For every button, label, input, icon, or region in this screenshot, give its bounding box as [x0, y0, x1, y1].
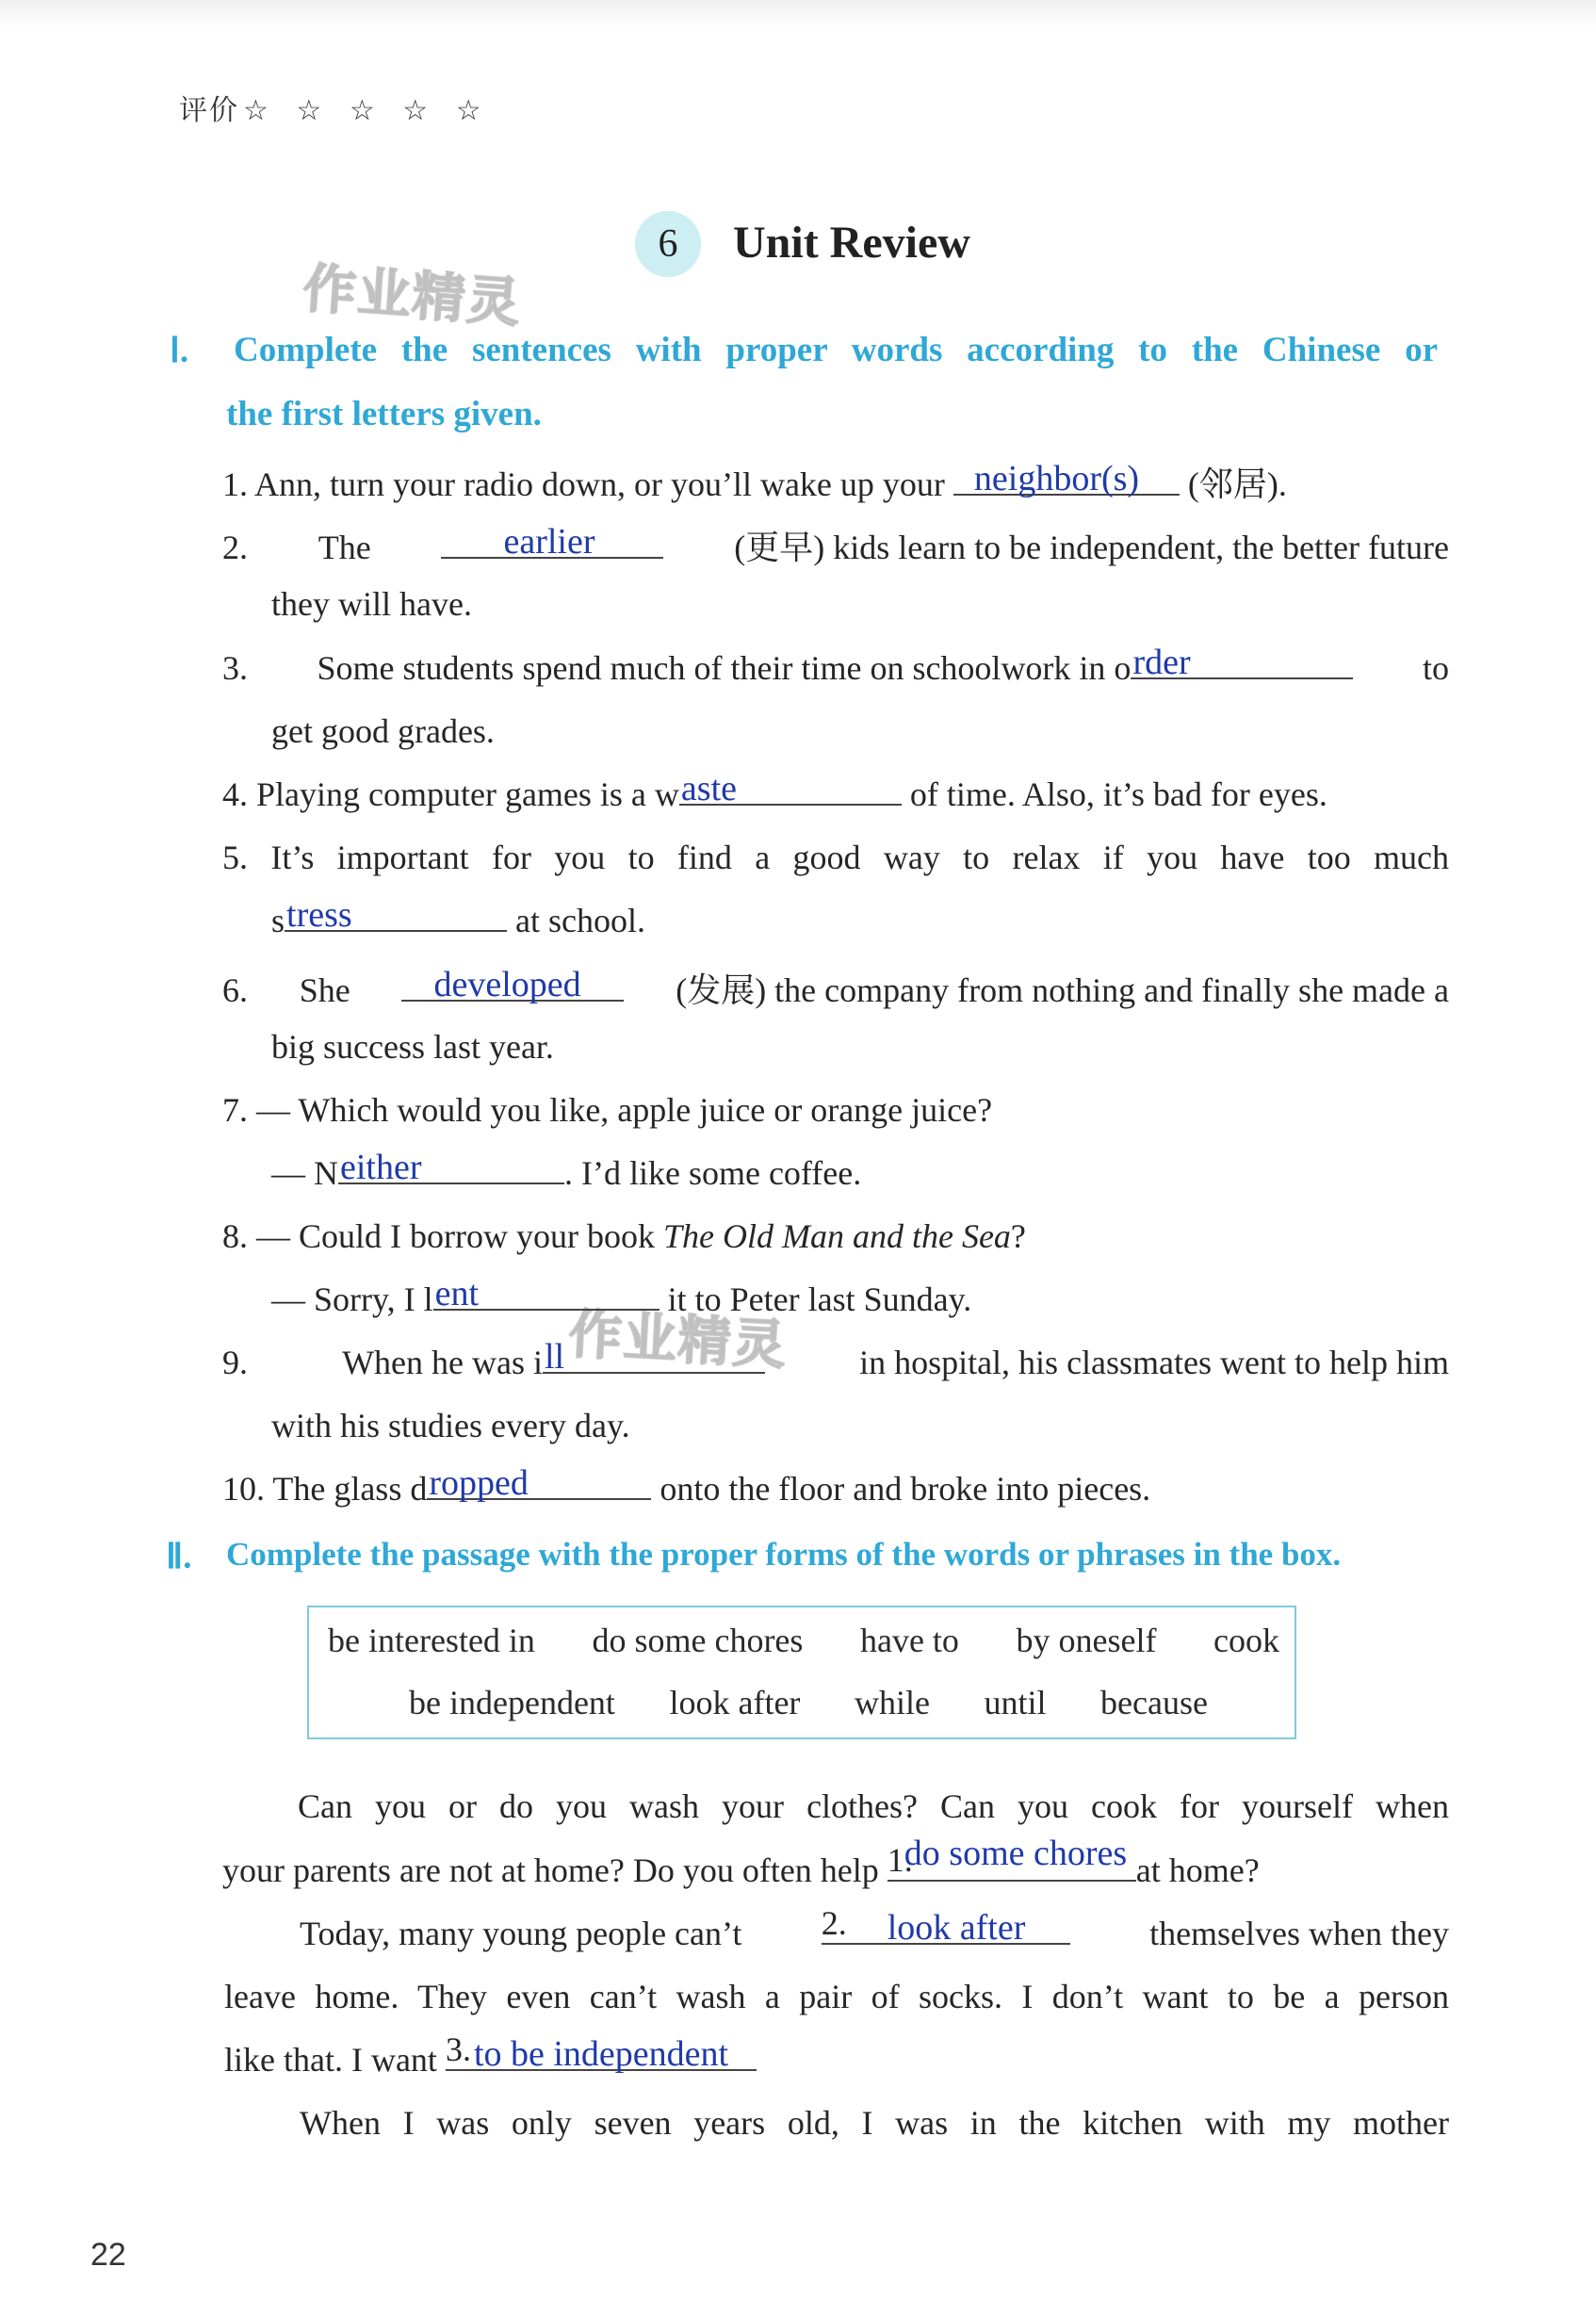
book-title: The Old Man and the Sea [662, 1217, 1011, 1255]
answer-blank[interactable] [338, 1148, 564, 1187]
section2-numeral: Ⅱ. [166, 1538, 192, 1576]
answer-blank[interactable] [953, 459, 1180, 498]
answer-blank[interactable] [679, 769, 902, 808]
answer-text: to be independent [473, 2034, 729, 2074]
word-option: until [984, 1684, 1047, 1721]
answer-text: rder [1132, 643, 1191, 682]
passage-line: like that. I want 3. to be independent [224, 2040, 757, 2080]
section1-numeral: Ⅰ. [170, 332, 189, 370]
answer-blank[interactable] [543, 1337, 765, 1377]
section2-title: Complete the passage with the proper forms of the words or phrases in the box. [226, 1536, 1342, 1573]
exercise-item-8-cont: — Sorry, I l ent it to Peter last Sunday. [271, 1274, 972, 1318]
word-option: do some chores [592, 1622, 804, 1659]
exercise-item-4: 4. Playing computer games is a w aste of time. Also, it’s bad for eyes. [222, 769, 1327, 813]
answer-blank[interactable] [441, 522, 663, 562]
answer-text: ent [434, 1274, 480, 1313]
exercise-item-9: 9. When he was i ll in hospital, his classmates went to help him [222, 1337, 1449, 1381]
watermark: 作业精灵 [301, 257, 524, 335]
answer-text: tress [286, 895, 352, 935]
exercise-item-6-cont: big success last year. [271, 1028, 554, 1066]
answer-text: ll [545, 1337, 565, 1377]
exercise-item-8: 8. — Could I borrow your book The Old Man and the Sea? [222, 1217, 1026, 1255]
watermark: 作业精灵 [567, 1303, 790, 1378]
exercise-item-5: 5. It’s important for you to find a good way to relax if you have too much [222, 839, 1449, 876]
answer-blank[interactable]: 3. to be independent [446, 2069, 757, 2071]
passage-line: Can you or do you wash your clothes? Can you cook for yourself when [298, 1787, 1449, 1825]
answer-blank[interactable] [427, 1463, 651, 1503]
rating [179, 87, 491, 128]
word-option: have to [859, 1622, 959, 1659]
exercise-item-3: 3. Some students spend much of their time on schoolwork in o rder to [222, 643, 1449, 687]
answer-text: look after [887, 1908, 1026, 1948]
answer-blank[interactable] [401, 965, 624, 1004]
exercise-item-10: 10. The glass d ropped onto the floor and broke into pieces. [222, 1463, 1151, 1508]
answer-text: aste [680, 769, 737, 808]
rating-stars-icon: ☆ ☆ ☆ ☆ ☆ [243, 94, 491, 127]
unit-number-badge: 6 [635, 211, 701, 277]
passage-line: When I was only seven years old, I was in the kitchen with my mother [300, 2104, 1449, 2142]
exercise-item-3-cont: get good grades. [271, 712, 495, 750]
exercise-item-2: 2. The earlier (更早) kids learn to be independent, the better future [222, 522, 1449, 566]
section1-title-line1: Complete the sentences with proper words according to the Chinese or [234, 331, 1438, 369]
exercise-item-9-cont: with his studies every day. [271, 1407, 630, 1444]
passage-line: your parents are not at home? Do you often help 1. do some chores at home? [222, 1834, 1260, 1889]
answer-blank[interactable] [433, 1274, 660, 1313]
answer-text: developed [433, 965, 581, 1004]
answer-text: do some chores [904, 1834, 1128, 1873]
exercise-item-7-cont: — N either . I’d like some coffee. [271, 1148, 862, 1192]
answer-text: either [340, 1148, 422, 1187]
page-number: 22 [90, 2237, 126, 2273]
rating-label: 评价 [179, 94, 239, 127]
exercise-item-1: 1. Ann, turn your radio down, or you’ll wake up your neighbor(s) (邻居). [222, 459, 1287, 503]
page-edge-shadow [0, 0, 1596, 28]
exercise-item-5-cont: s tress at school. [271, 895, 645, 939]
word-option: because [1100, 1684, 1208, 1721]
answer-blank[interactable]: 1. do some chores [888, 1880, 1136, 1882]
word-box-row-1 [328, 1621, 1279, 1660]
answer-text: neighbor(s) [973, 459, 1140, 498]
answer-blank[interactable] [1131, 643, 1353, 682]
exercise-item-2-cont: they will have. [271, 585, 472, 623]
exercise-item-6: 6. She developed (发展) the company from nothing and finally she made a [222, 965, 1449, 1009]
section1-title-line2: the first letters given. [226, 395, 542, 433]
word-option: be independent [409, 1684, 615, 1721]
answer-text: earlier [503, 522, 595, 562]
passage-line: Today, many young people can’t 2. look after themselves when they [300, 1904, 1449, 1952]
word-option: be interested in [328, 1622, 535, 1659]
word-option: while [854, 1684, 930, 1721]
word-option: by oneself [1016, 1622, 1157, 1659]
exercise-item-7: 7. — Which would you like, apple juice or orange juice? [222, 1091, 993, 1129]
word-box-row-2 [409, 1683, 1208, 1722]
word-option: cook [1213, 1622, 1279, 1659]
answer-text: ropped [429, 1463, 529, 1503]
answer-blank[interactable]: 2. look after [822, 1943, 1070, 1945]
passage-line: leave home. They even can’t wash a pair of socks. I don’t want to be a person [224, 1978, 1449, 2015]
word-option: look after [669, 1684, 801, 1721]
unit-title: Unit Review [733, 218, 970, 268]
